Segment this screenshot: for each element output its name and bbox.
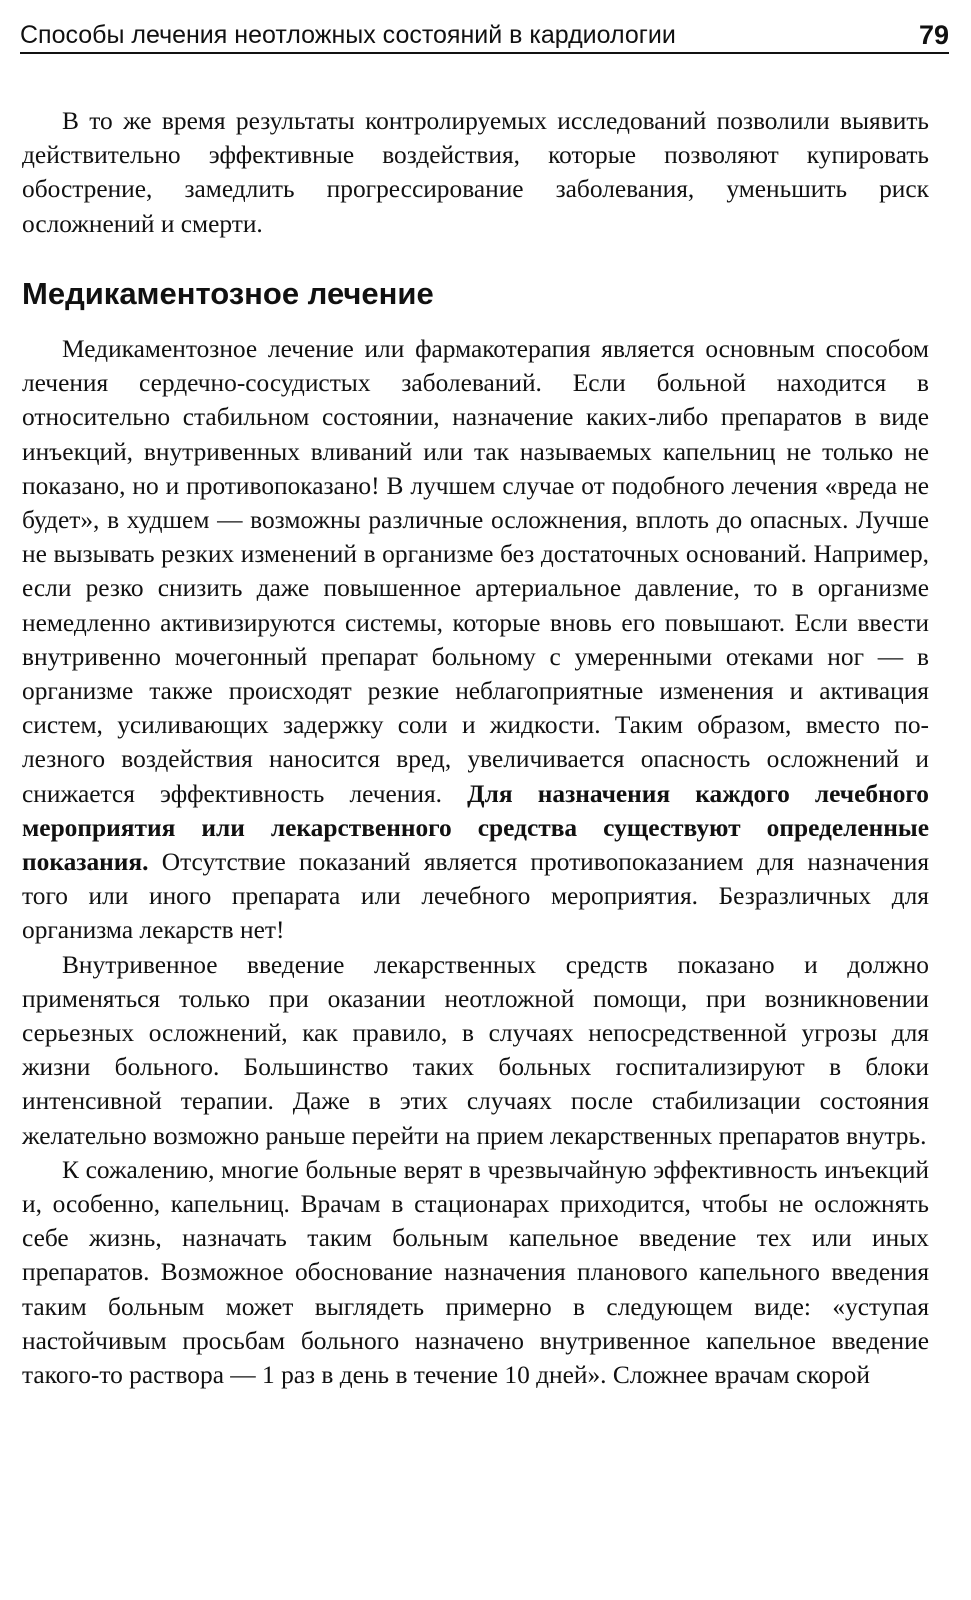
section-text-block xyxy=(22,332,929,1392)
page-number: 79 xyxy=(918,20,949,50)
paragraph-1-text-before-bold: Медикаментозное лечение или фармакотерапия является основным способом лечения сердечно-сосудистых заболеваний. Если больной находится в относительно стабильном состоянии, назначение каких-либо препаратов в виде инъекций, внутривенных вливаний или так называемых капельниц не только не показано, но и противопоказано! В лучшем случае от подобного лечения «вреда не будет», в худшем — возможны различные осложнения, вплоть до опасных. Лучше не вызывать резких изменений в организме без достаточных оснований. Например, если резко снизить даже повышенное артериальное давление, то в организме немедленно активизируются системы, которые вновь его повышают. Если ввести внутривенно мочегонный препарат больному с умеренными отеками ног — в организме также происходят резкие неблагоприятные изменения и активация систем, усиливающих задержку соли и жидкости. Таким образом, вместо полезного воздействия наносится вред, увеличивается опасность осложнений и снижается эффективность лечения. xyxy=(22,335,929,808)
paragraph-1-bold-text: Для назначения каждого лечебного мероприятия или лекарственного средства существуют определенные показания. xyxy=(22,779,929,877)
paragraph-1-text-after-bold: Отсутствие показаний является противопоказанием для назначения того или иного препарата или лечебного мероприятия. Безразличных для организма лекарств нет! xyxy=(22,848,929,945)
paragraph-3: К сожалению, многие больные верят в чрезвычайную эффективность инъекций и, особенно, капельниц. Врачам в стационарах приходится, чтобы не осложнять себе жизнь, назначать таким больным капельное введение тех или иных препаратов. Возможное обоснование назначения планового капельного введения таким больным может выглядеть примерно в следующем виде: «уступая настойчивым просьбам больного назначено внутривенное капельное введение такого-то раствора — 1 раз в день в течение 10 дней». Сложнее врачам скорой xyxy=(22,1155,929,1390)
intro-paragraph: В то же время результаты контролируемых исследований позволили выявить действительно эффективные воздействия, которые позволяют купировать обострение, замедлить прогрессирование заболевания, уменьшить риск осложнений и смерти. xyxy=(22,107,929,238)
section-heading: Медикаментозное лечение xyxy=(22,276,434,311)
paragraph-2: Внутривенное введение лекарственных средств показано и должно применяться только при оказании неотложной помощи, при возникновении серьезных осложнений, как правило, в случаях непосредственной угрозы для жизни больного. Большинство таких больных госпитализируют в блоки интенсивной терапии. Даже в этих случаях после стабилизации состояния желательно возможно раньше перейти на прием лекарственных препаратов внутрь. xyxy=(22,950,929,1150)
running-header-title: Способы лечения неотложных состояний в кардиологии xyxy=(20,21,676,49)
paragraph-1 xyxy=(22,332,929,948)
running-header xyxy=(20,18,949,54)
intro-text-block xyxy=(22,104,929,241)
